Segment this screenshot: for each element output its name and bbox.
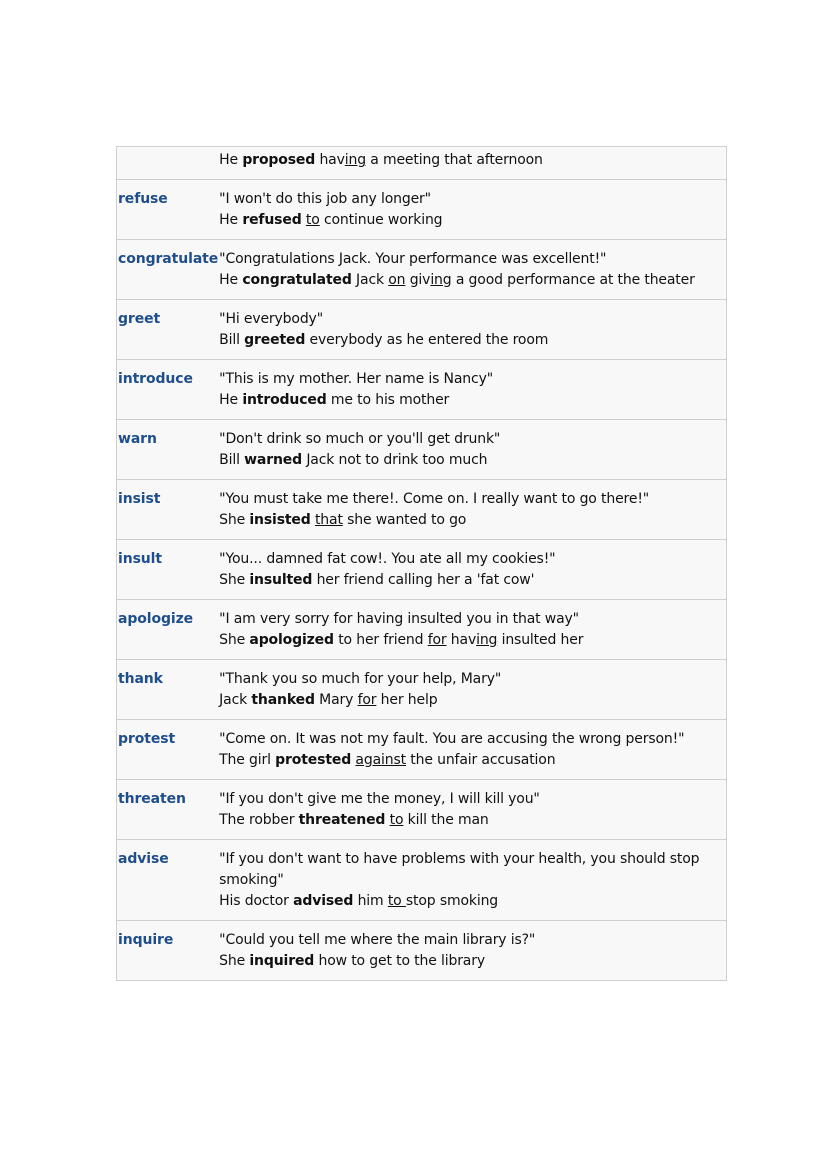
example-cell (218, 540, 726, 600)
text-segment: continue working (319, 212, 443, 228)
reporting-verb-bold: introduced (242, 392, 327, 408)
example-cell (218, 240, 726, 300)
text-segment: hav (315, 152, 345, 168)
text-segment: kill the man (403, 812, 489, 828)
reporting-verb-bold: thanked (251, 692, 315, 708)
reporting-verb-bold: threatened (298, 812, 386, 828)
text-segment: She (219, 632, 250, 648)
verb-cell: insist (117, 480, 219, 540)
direct-speech: "If you don't give me the money, I will kill you" (219, 791, 540, 807)
reported-speech (219, 330, 710, 351)
text-segment: Bill (219, 452, 245, 468)
underlined-word: for (427, 632, 447, 648)
reporting-verb-bold: refused (242, 212, 302, 228)
example-cell (218, 180, 726, 240)
table-row (117, 840, 727, 921)
table-row (117, 921, 727, 981)
text-segment: He (219, 152, 243, 168)
example-cell (218, 921, 726, 981)
text-segment: The robber (219, 812, 299, 828)
text-segment: the unfair accusation (405, 752, 556, 768)
text-segment: a meeting that afternoon (365, 152, 543, 168)
text-segment: stop smoking (405, 893, 499, 909)
verb-cell: greet (117, 300, 219, 360)
reporting-verb-bold: inquired (249, 953, 315, 969)
reported-speech (219, 150, 710, 171)
table-row (117, 480, 727, 540)
reported-speech (219, 210, 710, 231)
text-segment: She (219, 512, 250, 528)
reporting-verb-bold: proposed (242, 152, 316, 168)
example-cell (218, 360, 726, 420)
table-row (117, 420, 727, 480)
reported-speech (219, 450, 710, 471)
table-row (117, 147, 727, 180)
verb-cell: congratulate (117, 240, 219, 300)
direct-speech: "You... damned fat cow!. You ate all my cookies!" (219, 551, 556, 567)
reporting-verb-bold: protested (275, 752, 352, 768)
example-cell (218, 480, 726, 540)
table-row (117, 780, 727, 840)
text-segment: him (353, 893, 388, 909)
example-cell (218, 420, 726, 480)
underlined-word: against (355, 752, 406, 768)
table-row (117, 600, 727, 660)
verb-cell: advise (117, 840, 219, 921)
verb-cell: thank (117, 660, 219, 720)
reporting-verbs-table (116, 146, 727, 981)
reporting-verb-bold: insulted (249, 572, 313, 588)
reporting-verb-bold: congratulated (242, 272, 352, 288)
text-segment: Jack (219, 692, 252, 708)
text-segment: He (219, 392, 243, 408)
reported-speech (219, 810, 710, 831)
underlined-word: to (389, 812, 404, 828)
reported-speech (219, 570, 710, 591)
reported-speech (219, 630, 710, 651)
verb-cell: warn (117, 420, 219, 480)
example-cell (218, 720, 726, 780)
example-cell (218, 600, 726, 660)
verb-cell: apologize (117, 600, 219, 660)
text-segment: His doctor (219, 893, 294, 909)
text-segment: she wanted to go (342, 512, 467, 528)
table-row (117, 540, 727, 600)
underlined-word: ing (344, 152, 366, 168)
example-cell (218, 780, 726, 840)
text-segment: everybody as he entered the room (305, 332, 549, 348)
table-row (117, 720, 727, 780)
example-cell (218, 840, 726, 921)
table-row (117, 240, 727, 300)
underlined-word: on (388, 272, 406, 288)
reported-speech (219, 270, 710, 291)
verb-cell: introduce (117, 360, 219, 420)
text-segment: The girl (219, 752, 276, 768)
text-segment: Bill (219, 332, 245, 348)
direct-speech: "You must take me there!. Come on. I really want to go there!" (219, 491, 650, 507)
example-cell (218, 147, 726, 180)
verb-cell: protest (117, 720, 219, 780)
reporting-verb-bold: advised (293, 893, 354, 909)
direct-speech: "If you don't want to have problems with your health, you should stop smoking" (219, 851, 700, 888)
text-segment: her friend calling her a 'fat cow' (312, 572, 535, 588)
underlined-word: ing (430, 272, 452, 288)
text-segment: insulted her (497, 632, 584, 648)
reported-speech (219, 750, 710, 771)
direct-speech: "Thank you so much for your help, Mary" (219, 671, 502, 687)
reporting-verb-bold: insisted (249, 512, 311, 528)
text-segment: He (219, 212, 243, 228)
reporting-verb-bold: greeted (244, 332, 306, 348)
reported-speech (219, 390, 710, 411)
direct-speech: "This is my mother. Her name is Nancy" (219, 371, 493, 387)
text-segment: to her friend (333, 632, 428, 648)
text-segment: how to get to the library (314, 953, 485, 969)
verb-cell: insult (117, 540, 219, 600)
direct-speech: "Come on. It was not my fault. You are accusing the wrong person!" (219, 731, 685, 747)
text-segment: her help (376, 692, 438, 708)
table-row (117, 180, 727, 240)
reported-speech (219, 891, 710, 912)
direct-speech: "I am very sorry for having insulted you in that way" (219, 611, 579, 627)
text-segment: giv (405, 272, 431, 288)
verb-cell: threaten (117, 780, 219, 840)
text-segment: Jack (351, 272, 389, 288)
table-row (117, 300, 727, 360)
example-cell (218, 660, 726, 720)
example-cell (218, 300, 726, 360)
direct-speech: "I won't do this job any longer" (219, 191, 431, 207)
text-segment: He (219, 272, 243, 288)
underlined-word: to (387, 893, 406, 909)
verb-cell: refuse (117, 180, 219, 240)
verb-cell: inquire (117, 921, 219, 981)
table-body (117, 147, 727, 981)
table-row (117, 360, 727, 420)
text-segment: Mary (314, 692, 358, 708)
underlined-word: to (305, 212, 320, 228)
text-segment: hav (446, 632, 477, 648)
text-segment: She (219, 572, 250, 588)
underlined-word: for (357, 692, 377, 708)
table-row (117, 660, 727, 720)
reported-speech (219, 690, 710, 711)
direct-speech: "Hi everybody" (219, 311, 323, 327)
direct-speech: "Don't drink so much or you'll get drunk" (219, 431, 501, 447)
text-segment: a good performance at the theater (451, 272, 695, 288)
reported-speech (219, 951, 710, 972)
text-segment: Jack not to drink too much (302, 452, 488, 468)
underlined-word: ing (476, 632, 498, 648)
reporting-verb-bold: apologized (249, 632, 334, 648)
reported-speech (219, 510, 710, 531)
reporting-verb-bold: warned (244, 452, 303, 468)
text-segment: She (219, 953, 250, 969)
verb-cell (117, 147, 219, 180)
direct-speech: "Congratulations Jack. Your performance was excellent!" (219, 251, 607, 267)
text-segment: me to his mother (326, 392, 450, 408)
direct-speech: "Could you tell me where the main library is?" (219, 932, 536, 948)
underlined-word: that (314, 512, 343, 528)
